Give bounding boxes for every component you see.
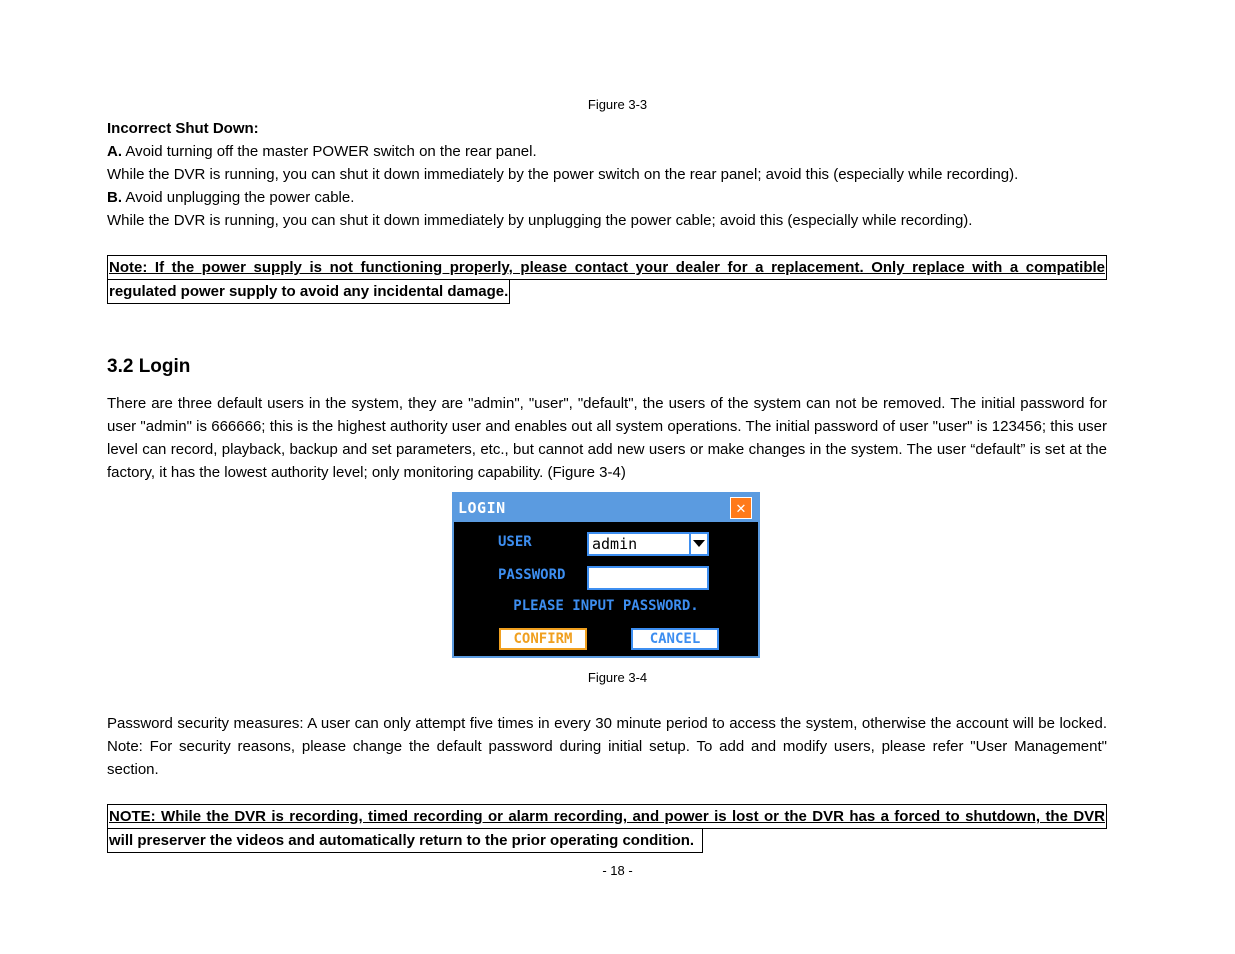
note1-line1: Note: If the power supply is not functioning properly, please contact your dealer for a replacement. Only replace with a compatible — [107, 255, 1107, 280]
login-dialog-title: LOGIN — [454, 494, 758, 522]
chevron-down-icon[interactable] — [689, 534, 707, 554]
user-select[interactable] — [587, 532, 709, 556]
page-number: - 18 - — [602, 863, 633, 878]
password-prompt: PLEASE INPUT PASSWORD. — [513, 598, 699, 614]
password-input[interactable] — [587, 566, 709, 590]
login-description: There are three default users in the system, they are "admin", "user", "default", the users of the system can not be removed. The initial password for user "admin" is 666666; this is the highest authority user and enables out all system operations. The initial password of user "user" is 123456; this user level can record, playback, backup and set parameters, etc., but cannot add new users or make changes in the system. The user “default” is set at the factory, it has the lowest authority level; only monitoring capability. (Figure 3-4) — [107, 395, 1107, 481]
shutdown-item-a — [107, 140, 1107, 163]
item-b-text: Avoid unplugging the power cable. — [122, 189, 355, 206]
item-a-prefix: A. — [107, 143, 122, 160]
login-dialog — [452, 492, 760, 658]
section-title: 3.2 Login — [107, 356, 191, 377]
note2-line1: NOTE: While the DVR is recording, timed recording or alarm recording, and power is lost or the DVR has a forced to shutdown, the DVR — [107, 804, 1107, 829]
item-b-prefix: B. — [107, 189, 122, 206]
close-icon[interactable]: ✕ — [730, 497, 752, 519]
user-select-value: admin — [592, 535, 638, 553]
password-security-text: Password security measures: A user can only attempt five times in every 30 minute period to access the system, otherwise the account will be locked. Note: For security reasons, please change the default password during initial setup. To add and modify users, please refer "User Management" section. — [107, 715, 1107, 778]
shutdown-section — [107, 117, 1107, 232]
note2-line2: will preserver the videos and automatically return to the prior operating condition. — [107, 829, 703, 853]
figure-3-4-caption: Figure 3-4 — [587, 670, 648, 685]
item-a-detail: While the DVR is running, you can shut it down immediately by the power switch on the rear panel; avoid this (especially while recording). — [107, 166, 1019, 183]
item-b-detail: While the DVR is running, you can shut it down immediately by unplugging the power cable; avoid this (especially while recording). — [107, 212, 973, 229]
recording-note — [107, 804, 1107, 853]
shutdown-item-b — [107, 186, 1107, 209]
confirm-button[interactable]: CONFIRM — [499, 628, 587, 650]
password-label: PASSWORD — [498, 567, 566, 583]
power-supply-note — [107, 255, 1107, 304]
figure-3-3-caption: Figure 3-3 — [587, 97, 648, 112]
user-label: USER — [498, 534, 532, 550]
shutdown-heading: Incorrect Shut Down: — [107, 120, 259, 137]
cancel-button[interactable]: CANCEL — [631, 628, 719, 650]
note1-line2: regulated power supply to avoid any incidental damage. — [107, 280, 510, 304]
item-a-text: Avoid turning off the master POWER switch on the rear panel. — [122, 143, 537, 160]
